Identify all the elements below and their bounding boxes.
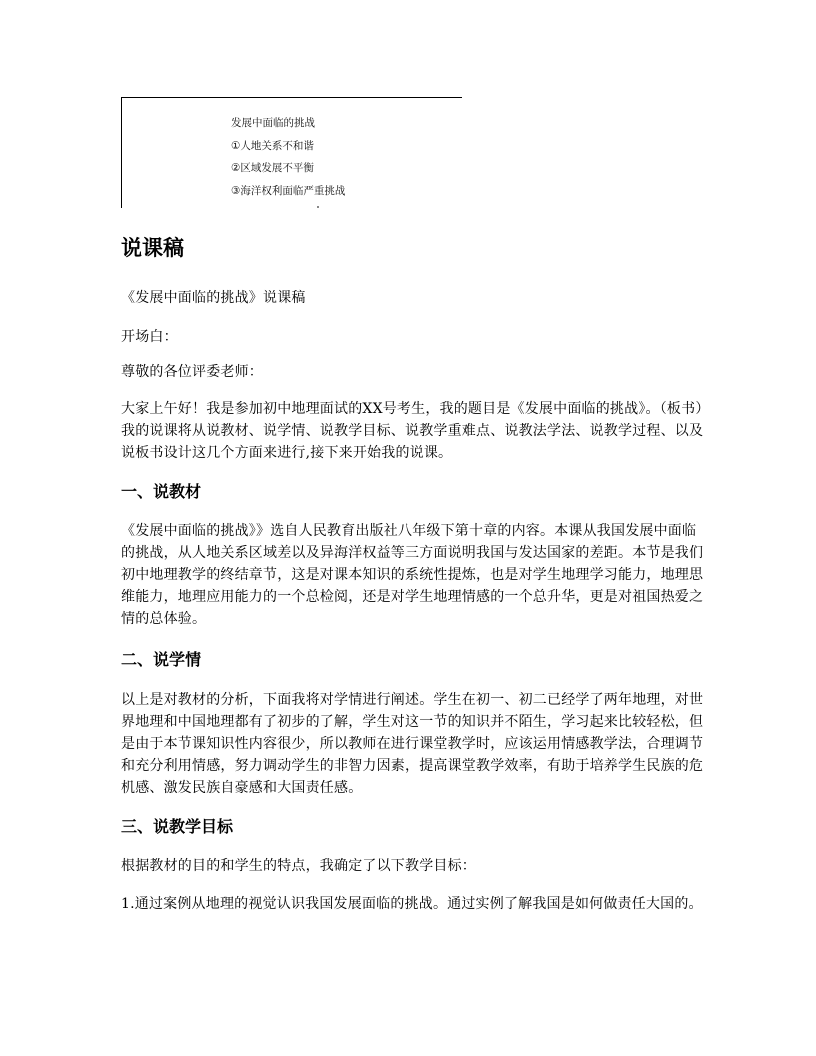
board-design-figure <box>121 97 462 208</box>
section-heading-textbook: 一、说教材 <box>121 482 202 501</box>
textbook-paragraph: 《发展中面临的挑战》》选自人民教育出版社八年级下第十章的内容。本课从我国发展中面临的挑战，从人地关系区域差以及异海洋权益等三方面说明我国与发达国家的差距。本节是我们初中地理教学的终结章节，这是对课本知识的系统性提炼，也是对学生地理学习能力，地理思维能力，地理应用能力的一个总检阅，还是对学生地理情感的一个总升华，更是对祖国热爱之情的总体验。 <box>121 523 704 627</box>
board-line-3: ③海洋权利面临严重挑战 <box>231 184 346 197</box>
students-paragraph: 以上是对教材的分析，下面我将对学情进行阐述。学生在初一、初二已经学了两年地理，对世界地理和中国地理都有了初步的了解，学生对这一节的知识并不陌生，学习起来比较轻松，但是由于本节课知识性内容很少，所以教师在进行课堂教学时，应该运用情感教学法，合理调节和充分利用情感，努力调动学生的非智力因素，提高课堂教学效率，有助于培养学生民族的危机感、激发民族自豪感和大国责任感。 <box>121 692 704 796</box>
board-line-2: ②区域发展不平衡 <box>231 162 314 174</box>
document-subtitle: 《发展中面临的挑战》说课稿 <box>121 290 306 306</box>
section-heading-students: 二、说学情 <box>121 650 202 669</box>
objective-item-1: 1.通过案例从地理的视觉认识我国发展面临的挑战。通过实例了解我国是如何做责任大国的。 <box>121 896 703 912</box>
figure-dot <box>317 206 319 208</box>
document-title: 说课稿 <box>121 236 184 260</box>
board-line-1: ①人地关系不和谐 <box>231 139 314 152</box>
board-text-block <box>231 112 345 202</box>
objectives-intro: 根据教材的目的和学生的特点，我确定了以下教学目标： <box>121 858 476 874</box>
intro-paragraph: 大家上午好！我是参加初中地理面试的XX号考生，我的题目是《发展中面临的挑战》。（板书）我的说课将从说教材、说学情、说教学目标、说教学重难点、说教法学法、说教学过程、以及说板书设计这几个方面来进行,接下来开始我的说课。 <box>121 401 704 461</box>
opening-label: 开场白： <box>121 329 178 345</box>
greeting-line: 尊敬的各位评委老师： <box>121 364 263 380</box>
section-heading-objectives: 三、说教学目标 <box>121 817 234 836</box>
board-line-title: 发展中面临的挑战 <box>231 117 315 129</box>
